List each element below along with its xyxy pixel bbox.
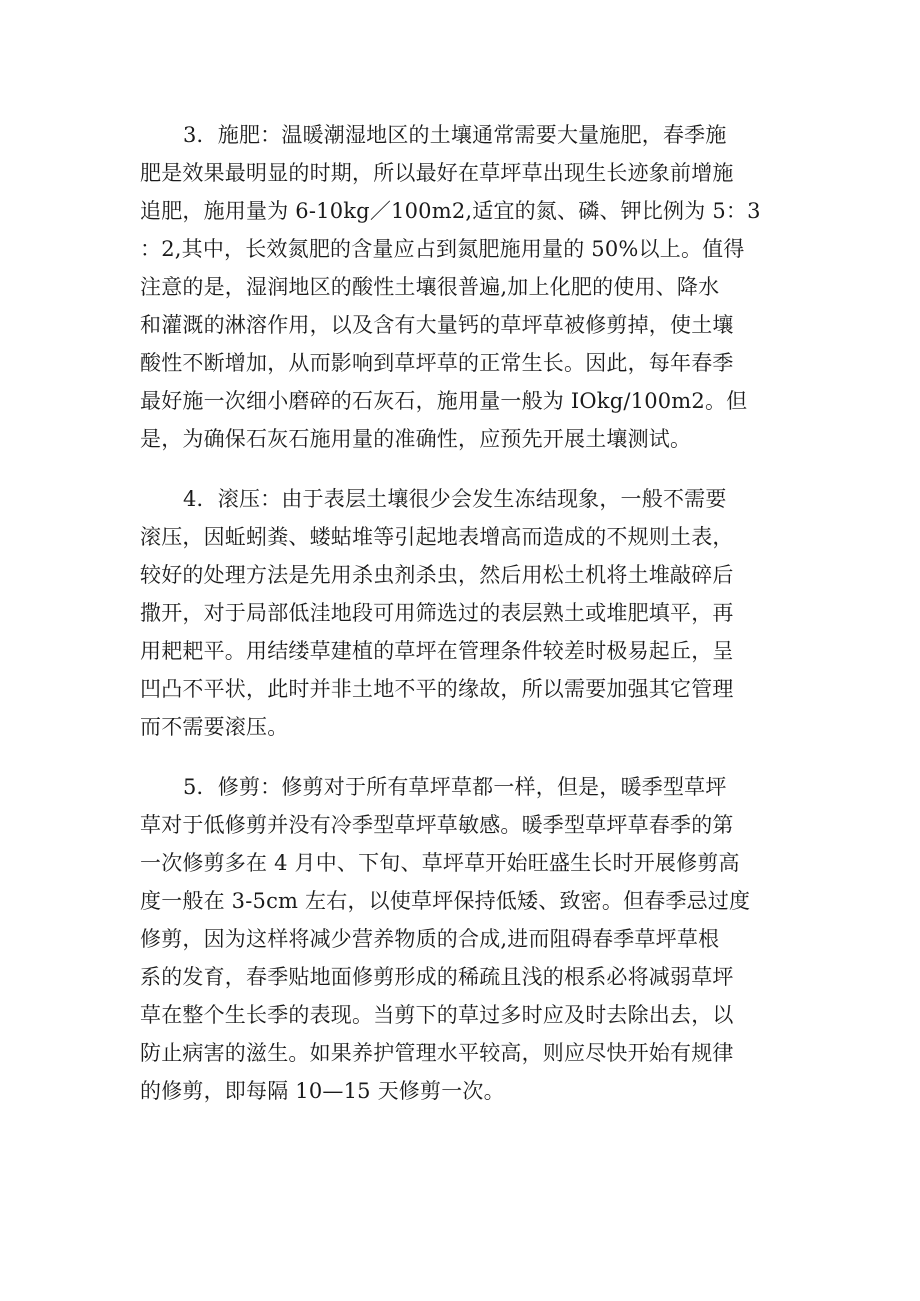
- text-line: ：2,其中，长效氮肥的含量应占到氮肥施用量的 50%以上。值得: [140, 237, 745, 261]
- text-line: 3．施肥：温暖潮湿地区的土壤通常需要大量施肥，春季施: [183, 123, 727, 147]
- text-line: 是，为确保石灰石施用量的准确性，应预先开展土壤测试。: [140, 427, 692, 451]
- text-line: 草在整个生长季的表现。当剪下的草过多时应及时去除出去，以: [140, 1003, 734, 1027]
- text-line: 系的发育，春季贴地面修剪形成的稀疏且浅的根系必将减弱草坪: [140, 965, 734, 989]
- text-line: 最好施一次细小磨碎的石灰石，施用量一般为 IOkg/100m2。但: [140, 389, 748, 413]
- paragraph-mowing: [140, 768, 786, 1110]
- text-line: 5．修剪：修剪对于所有草坪草都一样，但是，暖季型草坪: [183, 775, 727, 799]
- text-line: 凹凸不平状，此时并非土地不平的缘故，所以需要加强其它管理: [140, 677, 734, 701]
- text-line: 修剪，因为这样将减少营养物质的合成,进而阻碍春季草坪草根: [140, 927, 720, 951]
- text-line: 滚压，因蚯蚓粪、蝼蛄堆等引起地表增高而造成的不规则土表，: [140, 525, 734, 549]
- text-line: 和灌溉的淋溶作用，以及含有大量钙的草坪草被修剪掉，使土壤: [140, 313, 734, 337]
- text-line: 而不需要滚压。: [140, 715, 289, 739]
- text-line: 草对于低修剪并没有冷季型草坪草敏感。暖季型草坪草春季的第: [140, 813, 734, 837]
- document-body: [140, 116, 786, 1132]
- text-line: 追肥，施用量为 6-10kg／100m2,适宜的氮、磷、钾比例为 5：3: [140, 199, 761, 223]
- paragraph-fertilization: [140, 116, 786, 458]
- text-line: 肥是效果最明显的时期，所以最好在草坪草出现生长迹象前增施: [140, 161, 734, 185]
- text-line: 注意的是，湿润地区的酸性土壤很普遍,加上化肥的使用、降水: [140, 275, 720, 299]
- text-line: 度一般在 3-5cm 左右，以使草坪保持低矮、致密。但春季忌过度: [140, 889, 751, 913]
- text-line: 用耙耙平。用结缕草建植的草坪在管理条件较差时极易起丘，呈: [140, 639, 734, 663]
- text-line: 较好的处理方法是先用杀虫剂杀虫，然后用松土机将土堆敲碎后: [140, 563, 734, 587]
- text-line: 酸性不断增加，从而影响到草坪草的正常生长。因此，每年春季: [140, 351, 734, 375]
- text-line: 撒开，对于局部低洼地段可用筛选过的表层熟土或堆肥填平，再: [140, 601, 734, 625]
- text-line: 4．滚压：由于表层土壤很少会发生冻结现象，一般不需要: [183, 487, 727, 511]
- paragraph-rolling: [140, 480, 786, 746]
- text-line: 的修剪，即每隔 10—15 天修剪一次。: [140, 1079, 505, 1103]
- text-line: 防止病害的滋生。如果养护管理水平较高，则应尽快开始有规律: [140, 1041, 734, 1065]
- text-line: 一次修剪多在 4 月中、下旬、草坪草开始旺盛生长时开展修剪高: [140, 851, 740, 875]
